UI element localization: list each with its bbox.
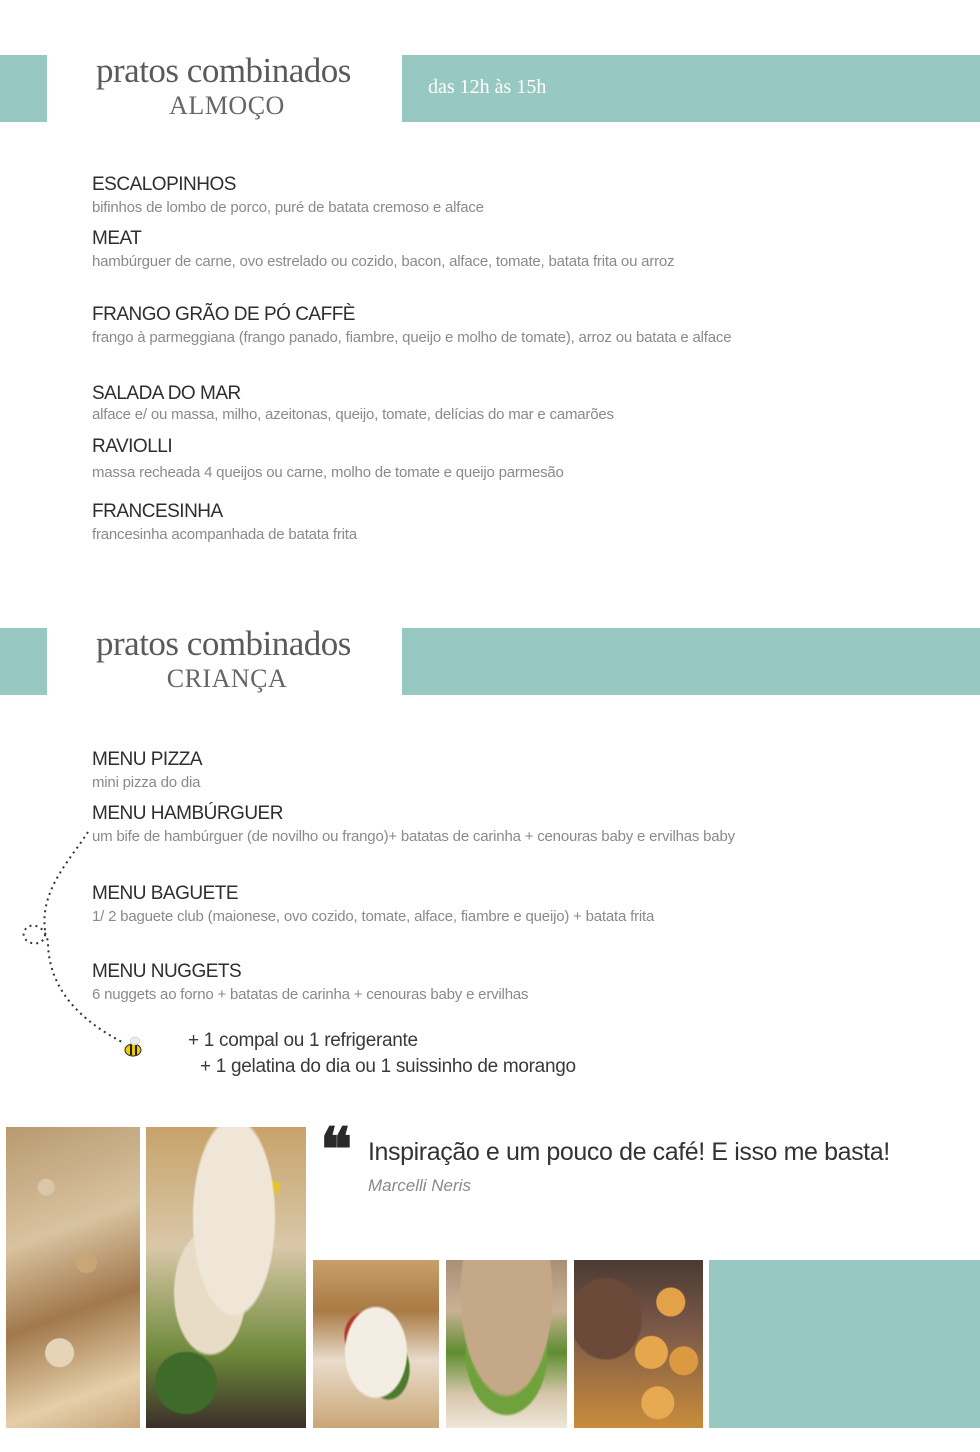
menu-item-desc: um bife de hambúrguer (de novilho ou frango)+ batatas de carinha + cenouras baby e ervilhas baby [92,828,735,845]
menu-item [92,961,812,1007]
lunch-title-line1: pratos combinados [96,51,351,90]
menu-item-name: SALADA DO MAR [92,383,241,404]
menu-item-desc: alface e/ ou massa, milho, azeitonas, queijo, tomate, delícias do mar e camarões [92,406,614,423]
kids-title-line2: CRIANÇA [166,664,288,693]
menu-item-name: MENU NUGGETS [92,961,242,982]
menu-item [92,174,752,228]
quote-author: Marcelli Neris [368,1176,471,1195]
menu-item-desc: francesinha acompanhada de batata frita [92,526,357,543]
kids-extra-drink: + 1 compal ou 1 refrigerante [188,1030,418,1051]
kids-header-left-bar [0,628,47,695]
menu-item-name: ESCALOPINHOS [92,174,236,195]
sandwich-photo [313,1260,439,1428]
lunch-title [96,52,358,122]
kids-title-line1: pratos combinados [96,624,351,663]
menu-item [92,803,812,883]
menu-item [92,228,752,304]
menu-item-name: MENU HAMBÚRGUER [92,803,283,824]
menu-item-desc: 6 nuggets ao forno + batatas de carinha + cenouras baby e ervilhas [92,986,529,1003]
menu-item-desc: hambúrguer de carne, ovo estrelado ou cozido, bacon, alface, tomate, batata frita ou arroz [92,253,675,270]
menu-item-name: FRANGO GRÃO DE PÓ CAFFÈ [92,304,355,325]
menu-item-name: MENU BAGUETE [92,883,239,904]
kids-extra-dessert: + 1 gelatina do dia ou 1 suissinho de morango [200,1056,576,1077]
quote-icon: ❝ [320,1115,353,1185]
menu-item [92,383,752,436]
menu-item-name: MEAT [92,228,142,249]
steak-smiles-photo [574,1260,703,1428]
menu-item-name: RAVIOLLI [92,436,173,457]
menu-item [92,749,812,803]
menu-item [92,501,752,547]
quote-text: Inspiração e um pouco de café! E isso me basta! [368,1138,890,1166]
kids-title [96,625,358,695]
menu-item-desc: 1/ 2 baguete club (maionese, ovo cozido, tomate, alface, fiambre e queijo) + batata frita [92,908,655,925]
bee-icon [125,1037,141,1056]
lunch-title-line2: ALMOÇO [169,91,285,120]
kids-menu-list [92,749,812,1007]
footer-teal-block [709,1260,980,1428]
menu-item-desc: massa recheada 4 queijos ou carne, molho de tomate e queijo parmesão [92,464,564,481]
lunch-header-left-bar [0,55,47,122]
menu-item-name: FRANCESINHA [92,501,223,522]
bee-path-decoration [0,820,160,1080]
menu-item-desc: frango à parmeggiana (frango panado, fiambre, queijo e molho de tomate), arroz ou batata e alface [92,329,732,346]
pizza-photo [6,1127,140,1428]
menu-item-desc: mini pizza do dia [92,774,201,791]
chicken-salad-photo [146,1127,306,1428]
lunch-menu-list [92,174,752,547]
menu-item-name: MENU PIZZA [92,749,203,770]
kids-header-right-bar [402,628,980,695]
menu-item-desc: bifinhos de lombo de porco, puré de batata cremoso e alface [92,199,484,216]
dotted-path [24,832,122,1042]
menu-item [92,436,752,501]
burger-photo [446,1260,567,1428]
lunch-hours: das 12h às 15h [428,76,547,98]
menu-item [92,883,722,961]
menu-item [92,304,752,383]
